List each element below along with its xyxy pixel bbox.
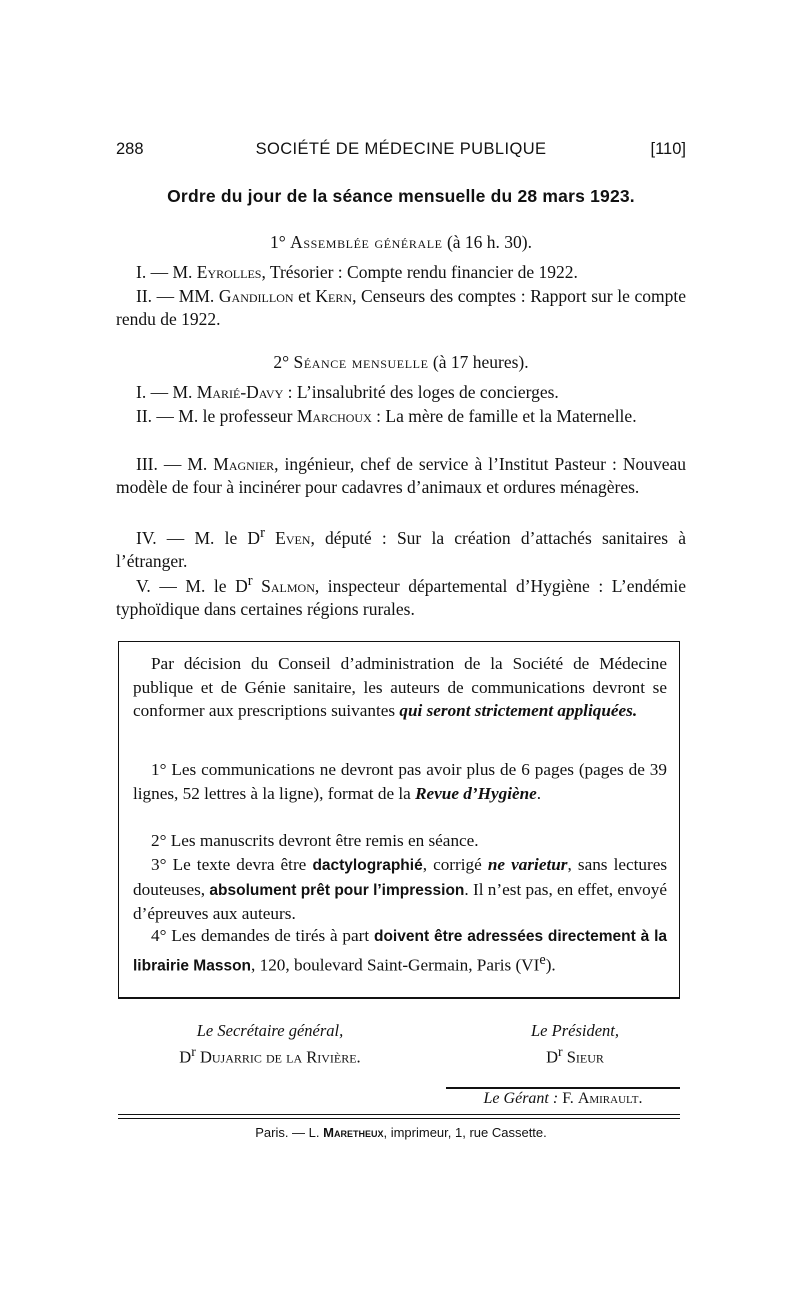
secretary-signature: Le Secrétaire général, $D^r$ Dujarric de la Rivière. (179, 1021, 361, 1067)
rule-item: 3° Le texte devra être dactylographié, corrigé ne varietur, sans lectures douteuses, absolument prêt pour l’impression. Il n’est pas, en effet, envoyé d’épreuves aux auteurs. (133, 855, 668, 924)
gerant-line: Le Gérant : F. Amirault. (483, 1090, 643, 1107)
submission-rules-box (118, 641, 680, 999)
folio-number: [110] (650, 140, 686, 158)
section-heading-monthly: 2° Séance mensuelle (à 17 heures). (273, 352, 529, 372)
agenda-item: III. — M. Magnier, ingénieur, chef de service à l’Institut Pasteur : Nouveau modèle de four à incinérer pour cadavres d’animaux et ordures ménagères. (116, 454, 687, 498)
agenda-item: V. — M. le $D^r$ Salmon, inspecteur départemental d’Hygiène : L’endémie typhoïdique dans certaines régions rurales. (116, 573, 686, 620)
section-heading-assembly: 1° Assemblée générale (à 16 h. 30). (269, 232, 533, 252)
rule-item: 1° Les communications ne devront pas avoir plus de 6 pages (pages de 39 lignes, 52 lettres à la ligne), format de la Revue d’Hygiène. (133, 760, 667, 803)
footer-rule-thin (118, 1118, 680, 1119)
printer-imprint: Paris. — L. Maretheux, imprimeur, 1, rue Cassette. (255, 1125, 547, 1140)
rule-item: 4° Les demandes de tirés à part doivent être adressées directement à la librairie Masson, 120, boulevard Saint-Germain, Paris (VIe). (133, 926, 667, 975)
agenda-item: II. — MM. Gandillon et Kern, Censeurs des comptes : Rapport sur le compte rendu de 1922. (116, 286, 686, 330)
agenda-item: I. — M. Eyrolles, Trésorier : Compte rendu financier de 1922. (136, 262, 578, 282)
page-number: 288 (116, 140, 144, 158)
agenda-item: I. — M. Marié-Davy : L’insalubrité des loges de concierges. (136, 382, 559, 402)
footer-rule (118, 1114, 680, 1115)
rule-item: 2° Les manuscrits devront être remis en séance. (151, 831, 479, 850)
journal-title: SOCIÉTÉ DE MÉDECINE PUBLIQUE (255, 140, 547, 158)
gerant-rule (446, 1087, 680, 1089)
agenda-item: IV. — M. le $D^r$ Even, député : Sur la création d’attachés sanitaires à l’étranger. (116, 525, 686, 572)
agenda-title: Ordre du jour de la séance mensuelle du 28 mars 1923. (167, 186, 635, 206)
president-signature: Le Président, $D^r$ Sieur (531, 1021, 619, 1067)
running-head (116, 140, 686, 164)
agenda-item: II. — M. le professeur Marchoux : La mère de famille et la Maternelle. (136, 406, 637, 426)
notice-intro: Par décision du Conseil d’administration de la Société de Médecine publique et de Génie sanitaire, les auteurs de communications devront se conformer aux prescriptions suivantes qui seront strictement appliquées. (133, 654, 667, 721)
